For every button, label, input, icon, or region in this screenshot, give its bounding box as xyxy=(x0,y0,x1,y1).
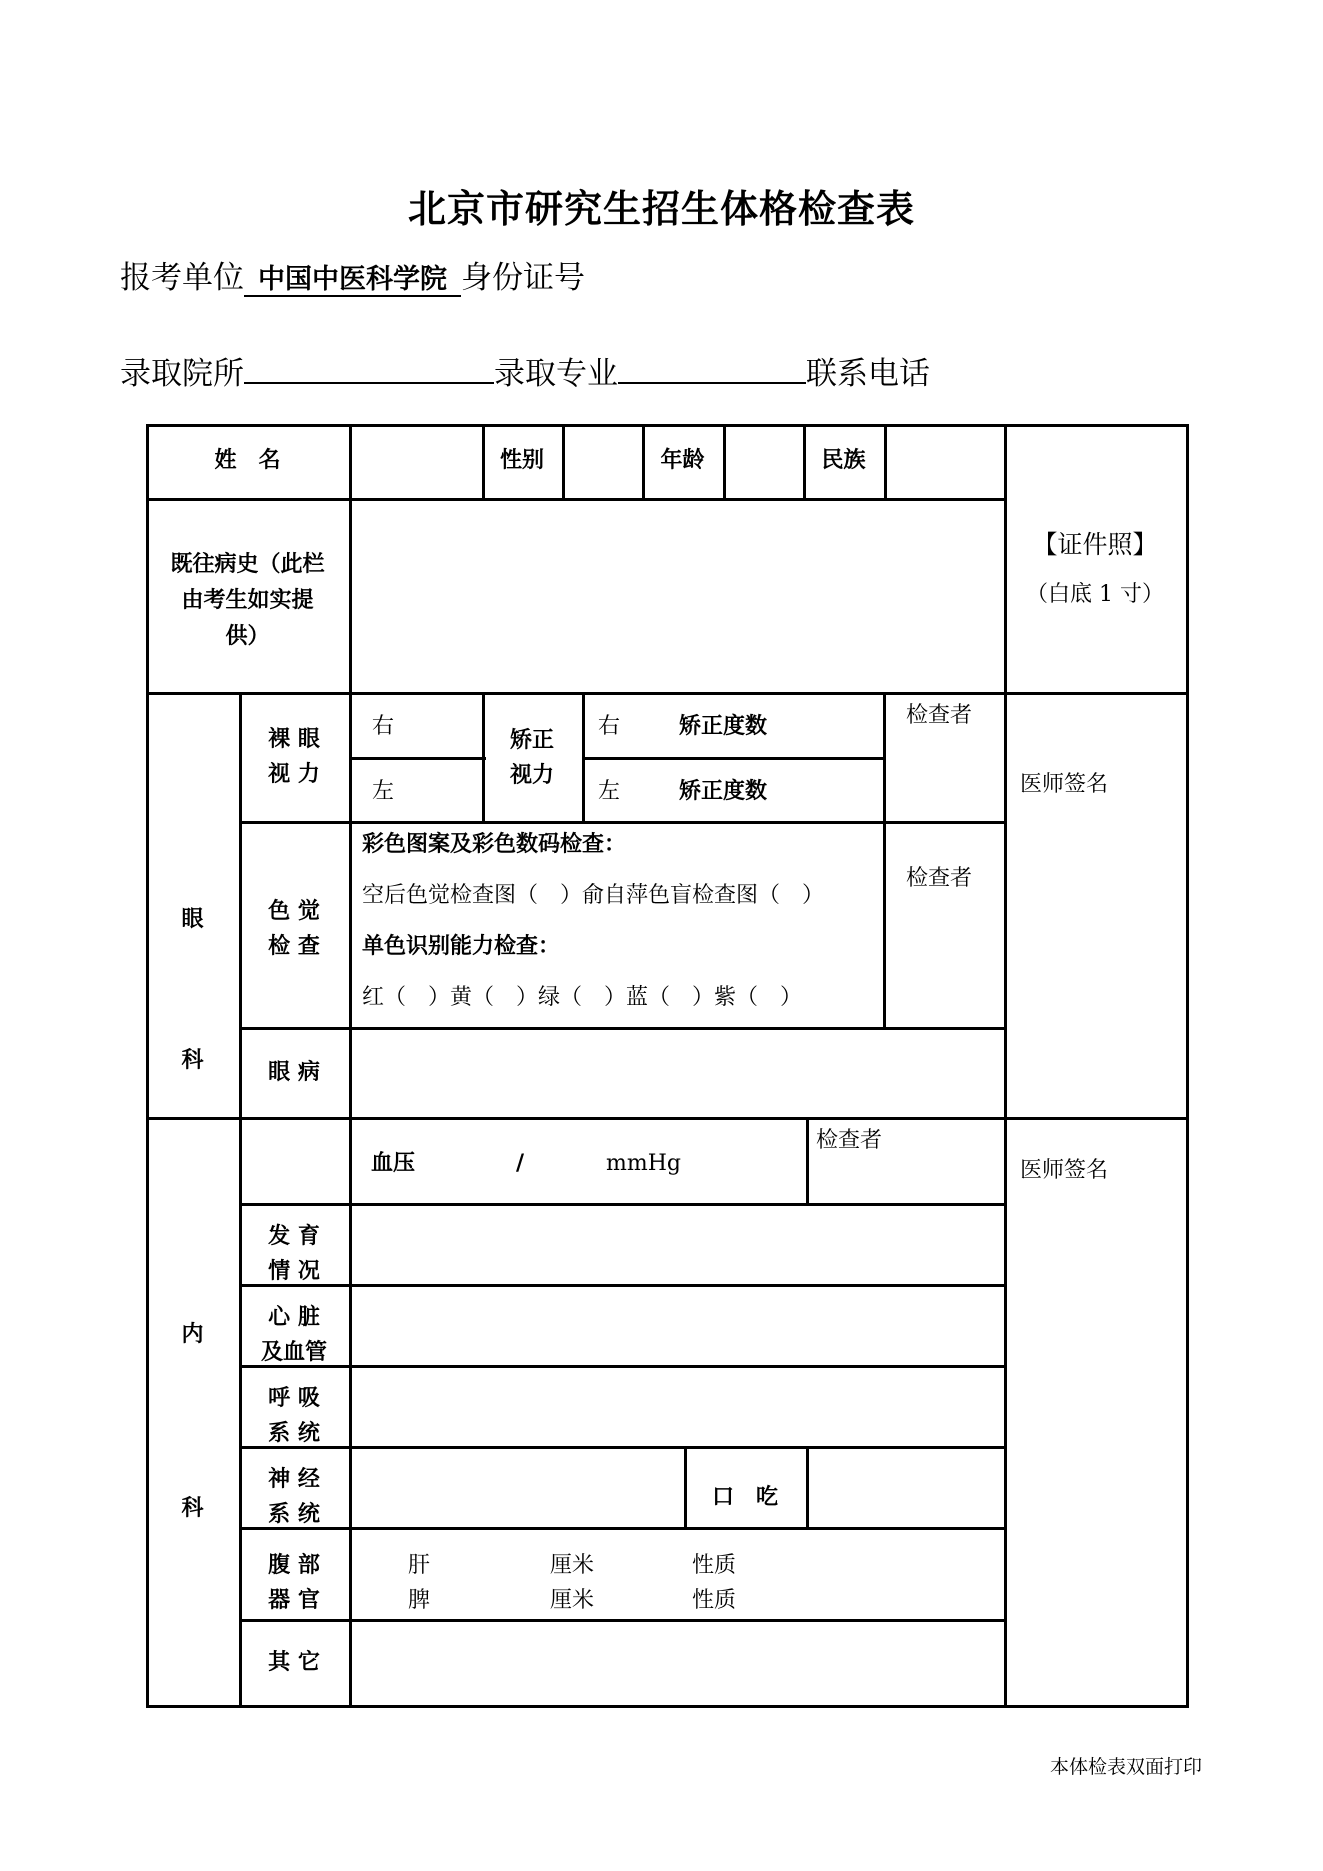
naked-left: 左 xyxy=(372,779,395,804)
r1-line-d xyxy=(723,424,726,498)
neuro-l2: 系 统 xyxy=(268,1502,320,1527)
id-label: 身份证号 xyxy=(461,260,585,296)
header-line-2 xyxy=(120,348,930,393)
phone-label: 联系电话 xyxy=(806,356,930,392)
internal-section-l1: 内 xyxy=(181,1322,204,1347)
development-l1: 发 育 xyxy=(268,1224,320,1249)
bp-label: 血压 xyxy=(371,1151,416,1176)
admit-institute-field[interactable] xyxy=(244,354,494,384)
bp-separator: / xyxy=(516,1151,525,1176)
color-check-l1: 色 觉 xyxy=(268,899,320,924)
admit-major-field[interactable] xyxy=(618,354,806,384)
respiratory-l2: 系 统 xyxy=(268,1421,320,1446)
row-line-4 xyxy=(239,1027,1006,1030)
liver-cm: 厘米 xyxy=(550,1553,595,1578)
row-line-11 xyxy=(239,1619,1006,1622)
header-line-1 xyxy=(120,252,585,297)
abdomen-l2: 器 官 xyxy=(268,1588,320,1613)
row-line-1 xyxy=(146,498,1006,501)
border-right xyxy=(1186,424,1189,1708)
neuro-l1: 神 经 xyxy=(268,1467,320,1492)
corrected-vision-l2: 视力 xyxy=(509,763,554,788)
naked-right: 右 xyxy=(372,714,395,739)
corrected-degree-left: 矫正度数 xyxy=(679,779,768,804)
vision-row-split-b xyxy=(582,757,886,760)
eye-doctor-sign: 医师签名 xyxy=(1020,772,1109,797)
row-line-2 xyxy=(146,692,1189,695)
respiratory-l1: 呼 吸 xyxy=(268,1386,320,1411)
history-label-l2: 由考生如实提 xyxy=(181,588,314,613)
naked-vision-l1: 裸 眼 xyxy=(268,727,320,752)
naked-vision-l2: 视 力 xyxy=(268,762,320,787)
r1-line-f xyxy=(884,424,887,498)
corrected-left: 左 xyxy=(598,779,621,804)
row-line-9 xyxy=(239,1446,1006,1449)
neuro-line-b xyxy=(806,1446,809,1530)
abdomen-l1: 腹 部 xyxy=(268,1553,320,1578)
color-test-title: 彩色图案及彩色数码检查： xyxy=(362,832,627,857)
exam-table xyxy=(146,424,1188,1706)
r1-line-b xyxy=(562,424,565,498)
unit-value[interactable]: 中国中医科学院 xyxy=(244,264,461,297)
row-line-3 xyxy=(239,821,1006,824)
page-title: 北京市研究生招生体格检查表 xyxy=(407,187,915,231)
col-line-label xyxy=(349,424,352,1708)
examiner-line-bp xyxy=(806,1117,809,1206)
color-test-items: 空后色觉检查图（ ）俞自萍色盲检查图（ ） xyxy=(362,883,825,908)
col-line-photo xyxy=(1004,424,1007,1708)
internal-section-l2: 科 xyxy=(181,1496,204,1521)
other-label: 其 它 xyxy=(268,1650,320,1675)
spleen-label: 脾 xyxy=(408,1588,431,1613)
internal-examiner: 检查者 xyxy=(816,1128,883,1153)
admit-institute-label: 录取院所 xyxy=(120,356,244,392)
eye-section-l2: 科 xyxy=(181,1048,204,1073)
age-label: 年龄 xyxy=(660,448,705,473)
bp-unit: mmHg xyxy=(606,1151,681,1176)
mono-test-title: 单色识别能力检查： xyxy=(362,934,561,959)
admit-major-label: 录取专业 xyxy=(494,356,618,392)
history-label-l1: 既往病史（此栏 xyxy=(170,552,325,577)
internal-doctor-sign: 医师签名 xyxy=(1020,1158,1109,1183)
gender-label: 性别 xyxy=(499,448,544,473)
examiner-line-eye xyxy=(883,692,886,1030)
ethnic-label: 民族 xyxy=(821,448,866,473)
development-l2: 情 况 xyxy=(268,1259,320,1284)
eye-examiner-2: 检查者 xyxy=(906,866,973,891)
history-label-l3: 供） xyxy=(225,624,270,649)
mono-test-items: 红（ ）黄（ ）绿（ ）蓝（ ）紫（ ） xyxy=(362,985,803,1010)
print-note: 本体检表双面打印 xyxy=(1050,1756,1203,1778)
spleen-nature: 性质 xyxy=(692,1588,737,1613)
corrected-degree-right: 矫正度数 xyxy=(679,714,768,739)
border-top xyxy=(146,424,1189,427)
color-check-l2: 检 查 xyxy=(268,934,320,959)
photo-note: （白底 1 寸） xyxy=(1026,582,1164,607)
eye-disease-label: 眼 病 xyxy=(268,1060,320,1085)
row-line-5 xyxy=(146,1117,1189,1120)
border-bottom xyxy=(146,1705,1189,1708)
vision-line-b xyxy=(582,692,585,824)
photo-label: 【证件照】 xyxy=(1032,530,1158,559)
stutter-label: 口 吃 xyxy=(711,1485,778,1510)
vision-row-split-a xyxy=(349,757,486,760)
row-line-10 xyxy=(239,1527,1006,1530)
spleen-cm: 厘米 xyxy=(550,1588,595,1613)
row-line-6 xyxy=(239,1203,1006,1206)
row-line-8 xyxy=(239,1365,1006,1368)
liver-nature: 性质 xyxy=(692,1553,737,1578)
heart-l2: 及血管 xyxy=(260,1340,327,1365)
eye-examiner-1: 检查者 xyxy=(906,703,973,728)
heart-l1: 心 脏 xyxy=(268,1305,320,1330)
eye-section-l1: 眼 xyxy=(181,907,204,932)
liver-label: 肝 xyxy=(408,1553,431,1578)
name-label: 姓 名 xyxy=(214,448,281,473)
unit-label: 报考单位 xyxy=(120,260,244,296)
row-line-7 xyxy=(239,1284,1006,1287)
vision-line-a xyxy=(482,692,485,824)
corrected-right: 右 xyxy=(598,714,621,739)
corrected-vision-l1: 矫正 xyxy=(509,728,554,753)
